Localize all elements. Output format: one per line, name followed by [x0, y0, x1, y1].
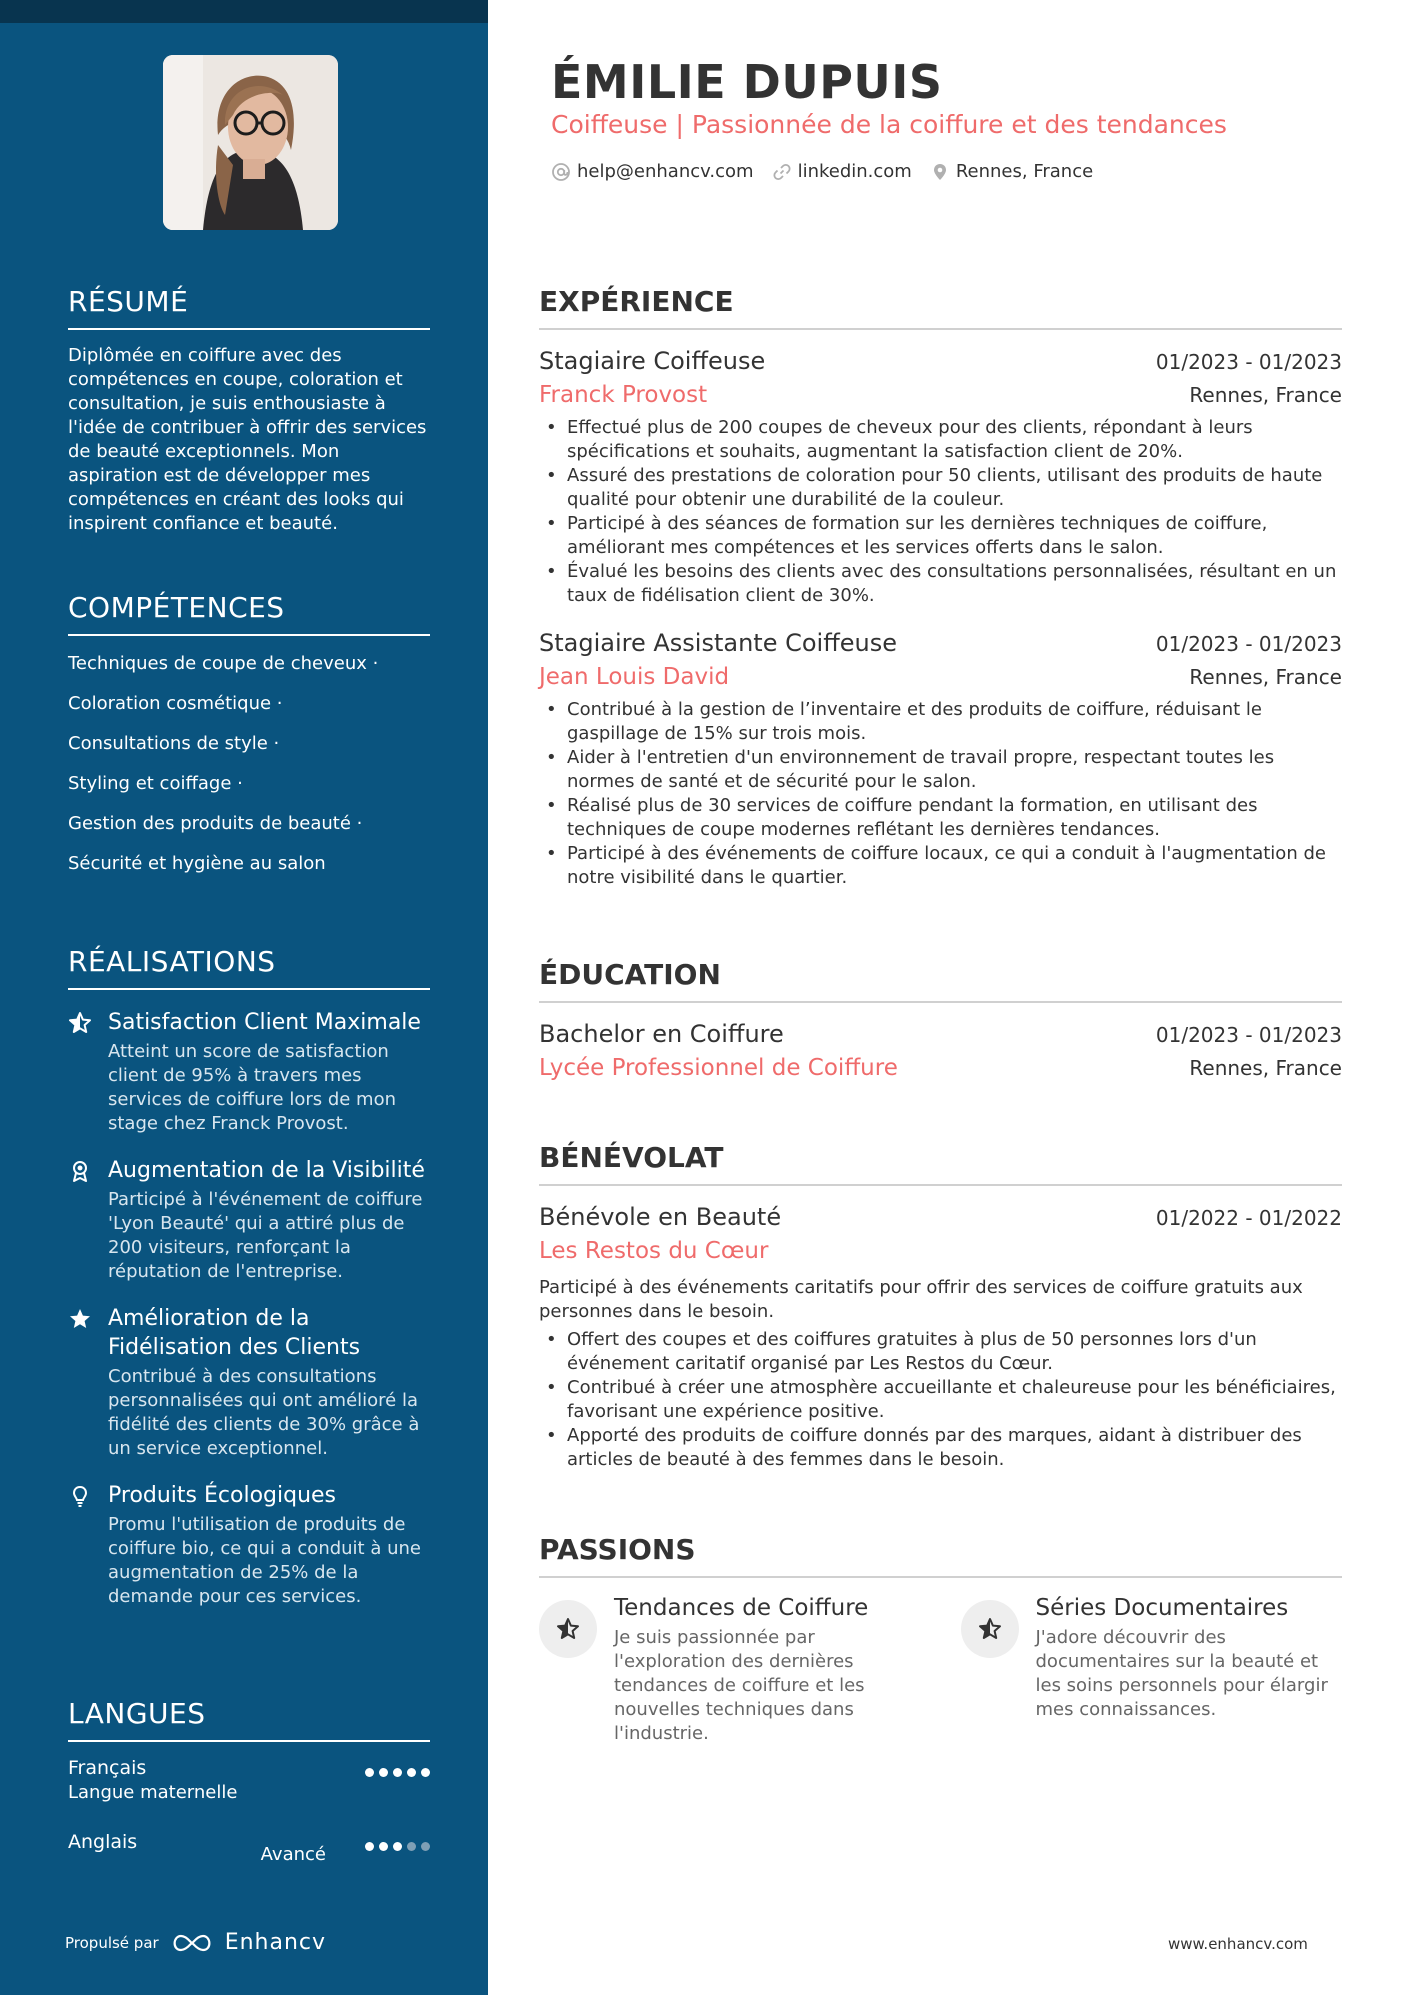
job-dates: 01/2023 - 01/2023 — [1155, 350, 1342, 374]
skill-item: Consultations de style · — [68, 733, 280, 754]
at-icon — [551, 162, 571, 182]
profile-photo — [163, 55, 338, 230]
bullet-item: • Offert des coupes et des coiffures gratuites à plus de 50 personnes lors d'un événement caritatif organisé par Les Restos du Cœur. — [539, 1328, 1342, 1376]
volunteer-section — [539, 1141, 1342, 1472]
job-dates: 01/2023 - 01/2023 — [1155, 632, 1342, 656]
bullet-item: • Réalisé plus de 30 services de coiffure pendant la formation, en utilisant des techniques de coupe modernes reflétant les dernières tendances. — [539, 794, 1342, 842]
volunteer-entry — [539, 1200, 1342, 1472]
degree-title: Bachelor en Coiffure — [539, 1020, 784, 1048]
headline: Coiffeuse | Passionnée de la coiffure et des tendances — [551, 110, 1227, 139]
skills-list — [68, 652, 430, 876]
bullet-item: • Évalué les besoins des clients avec des consultations personnalisées, résultant en un taux de fidélisation client de 30%. — [539, 560, 1342, 608]
education-location: Rennes, France — [1189, 1056, 1342, 1080]
skill-item: Gestion des produits de beauté · — [68, 813, 363, 834]
skills-heading: COMPÉTENCES — [68, 591, 430, 636]
passion-item — [539, 1592, 921, 1746]
award-icon — [68, 1159, 92, 1183]
location-text: Rennes, France — [955, 161, 1094, 182]
star-half-icon — [68, 1011, 92, 1035]
education-heading: ÉDUCATION — [539, 958, 1342, 1003]
language-name: Français — [68, 1757, 147, 1779]
language-level: Avancé — [260, 1844, 326, 1865]
experience-heading: EXPÉRIENCE — [539, 285, 1342, 330]
enhancv-logo-icon — [169, 1932, 215, 1954]
rating-dot — [393, 1768, 402, 1777]
company-name: Franck Provost — [539, 382, 708, 408]
rating-dot — [421, 1842, 430, 1851]
bullet-item: • Contribué à la gestion de l’inventaire et des produits de coiffure, réduisant le gaspillage de 15% sur trois mois. — [539, 698, 1342, 746]
achievement-title: Augmentation de la Visibilité — [108, 1158, 425, 1183]
achievement-item — [68, 1156, 430, 1284]
contact-info — [551, 161, 1093, 182]
contact-email[interactable] — [551, 161, 754, 182]
job-title: Stagiaire Assistante Coiffeuse — [539, 629, 897, 657]
contact-linkedin[interactable] — [772, 161, 912, 182]
email-text: help@enhancv.com — [577, 161, 754, 182]
rating-dot — [365, 1768, 374, 1777]
passion-item — [961, 1592, 1343, 1746]
bullet-item: • Aider à l'entretien d'un environnement de travail propre, respectant toutes les normes de santé et de sécurité pour le salon. — [539, 746, 1342, 794]
achievement-title: Amélioration de la Fidélisation des Clients — [108, 1306, 361, 1360]
bullet-item: • Effectué plus de 200 coupes de cheveux pour des clients, répondant à leurs spécifications et souhaits, augmentant la satisfaction client de 20%. — [539, 416, 1342, 464]
passion-title: Séries Documentaires — [1035, 1595, 1289, 1621]
experience-section — [539, 285, 1342, 890]
bullet-item: • Apporté des produits de coiffure donnés par des marques, aidant à distribuer des articles de beauté à des femmes dans le besoin. — [539, 1424, 1342, 1472]
job-title: Stagiaire Coiffeuse — [539, 347, 766, 375]
achievements-section — [68, 945, 430, 1609]
achievement-item — [68, 1304, 430, 1461]
education-dates: 01/2023 - 01/2023 — [1155, 1023, 1342, 1047]
powered-by-label: Propulsé par — [65, 1933, 159, 1952]
star-half-icon — [556, 1617, 580, 1641]
skill-item: Techniques de coupe de cheveux · — [68, 653, 379, 674]
linkedin-text: linkedin.com — [797, 161, 912, 182]
rating-dot — [393, 1842, 402, 1851]
star-icon — [68, 1307, 92, 1331]
rating-dot — [365, 1842, 374, 1851]
school-name: Lycée Professionnel de Coiffure — [539, 1055, 898, 1081]
rating-dot — [421, 1768, 430, 1777]
powered-by — [65, 1930, 326, 1955]
contact-location — [930, 161, 1093, 182]
passion-badge — [961, 1600, 1019, 1658]
language-sub: Langue maternelle — [68, 1782, 238, 1803]
passion-title: Tendances de Coiffure — [614, 1595, 869, 1621]
summary-section — [68, 285, 430, 536]
volunteer-bullets — [539, 1328, 1342, 1472]
experience-entry — [539, 344, 1342, 608]
bullet-item: • Assuré des prestations de coloration pour 50 clients, utilisant des produits de haute qualité pour obtenir une durabilité de la couleur. — [539, 464, 1342, 512]
volunteer-heading: BÉNÉVOLAT — [539, 1141, 1342, 1186]
footer-website[interactable]: www.enhancv.com — [1168, 1935, 1308, 1953]
star-half-icon — [978, 1617, 1002, 1641]
education-entry — [539, 1017, 1342, 1085]
passion-badge — [539, 1600, 597, 1658]
volunteer-role: Bénévole en Beauté — [539, 1203, 782, 1231]
achievement-item — [68, 1008, 430, 1136]
candidate-name: ÉMILIE DUPUIS — [551, 55, 943, 109]
skill-item: Styling et coiffage · — [68, 773, 243, 794]
experience-entry — [539, 626, 1342, 890]
link-icon — [772, 162, 792, 182]
achievement-item — [68, 1481, 430, 1609]
volunteer-org: Les Restos du Cœur — [539, 1238, 769, 1264]
skill-item: Sécurité et hygiène au salon — [68, 853, 326, 874]
passion-desc: Je suis passionnée par l'exploration des dernières tendances de coiffure et les nouvelles techniques dans l'industrie. — [614, 1627, 865, 1744]
job-location: Rennes, France — [1189, 383, 1342, 407]
job-bullets — [539, 698, 1342, 890]
passions-heading: PASSIONS — [539, 1533, 1342, 1578]
achievement-desc: Atteint un score de satisfaction client de 95% à travers mes services de coiffure lors de mon stage chez Franck Provost. — [108, 1041, 397, 1134]
achievement-desc: Contribué à des consultations personnalisées qui ont amélioré la fidélité des clients de 30% grâce à un service exceptionnel. — [108, 1366, 420, 1459]
education-section — [539, 958, 1342, 1085]
skills-section — [68, 591, 430, 892]
language-name: Anglais — [68, 1831, 138, 1853]
company-name: Jean Louis David — [539, 664, 730, 690]
volunteer-intro: Participé à des événements caritatifs pour offrir des services de coiffure gratuits aux personnes dans le besoin. — [539, 1277, 1303, 1322]
summary-text: Diplômée en coiffure avec des compétences en coupe, coloration et consultation, je suis enthousiaste à l'idée de contribuer à offrir des services de beauté exceptionnels. Mon aspiration est de développer mes compétences en créant des looks qui inspirent confiance et beauté. — [68, 345, 427, 534]
achievement-title: Satisfaction Client Maximale — [108, 1010, 421, 1035]
achievement-title: Produits Écologiques — [108, 1483, 337, 1508]
language-rating — [365, 1842, 430, 1851]
bullet-item: • Participé à des séances de formation sur les dernières techniques de coiffure, améliorant mes compétences et les services offerts dans le salon. — [539, 512, 1342, 560]
language-rating — [365, 1768, 430, 1777]
language-item — [68, 1756, 430, 1808]
brand-name: Enhancv — [224, 1930, 327, 1955]
job-location: Rennes, France — [1189, 665, 1342, 689]
languages-section — [68, 1697, 430, 1882]
passions-section — [539, 1533, 1342, 1746]
bullet-item: • Contribué à créer une atmosphère accueillante et chaleureuse pour les bénéficiaires, favorisant une expérience positive. — [539, 1376, 1342, 1424]
rating-dot — [407, 1768, 416, 1777]
rating-dot — [379, 1768, 388, 1777]
volunteer-dates: 01/2022 - 01/2022 — [1155, 1206, 1342, 1230]
summary-heading: RÉSUMÉ — [68, 285, 430, 330]
skill-item: Coloration cosmétique · — [68, 693, 283, 714]
rating-dot — [379, 1842, 388, 1851]
rating-dot — [407, 1842, 416, 1851]
location-pin-icon — [930, 162, 950, 182]
language-item — [68, 1830, 430, 1882]
achievement-desc: Promu l'utilisation de produits de coiffure bio, ce qui a conduit à une augmentation de 25% de la demande pour ces services. — [108, 1514, 421, 1607]
passion-desc: J'adore découvrir des documentaires sur la beauté et les soins personnels pour élargir mes connaissances. — [1035, 1627, 1328, 1720]
languages-heading: LANGUES — [68, 1697, 430, 1742]
bullet-item: • Participé à des événements de coiffure locaux, ce qui a conduit à l'augmentation de notre visibilité dans le quartier. — [539, 842, 1342, 890]
sidebar-top-band — [0, 0, 488, 23]
achievements-heading: RÉALISATIONS — [68, 945, 430, 990]
job-bullets — [539, 416, 1342, 608]
sidebar — [0, 0, 488, 1995]
achievement-desc: Participé à l'événement de coiffure 'Lyon Beauté' qui a attiré plus de 200 visiteurs, renforçant la réputation de l'entreprise. — [108, 1189, 423, 1282]
lightbulb-icon — [68, 1484, 92, 1508]
